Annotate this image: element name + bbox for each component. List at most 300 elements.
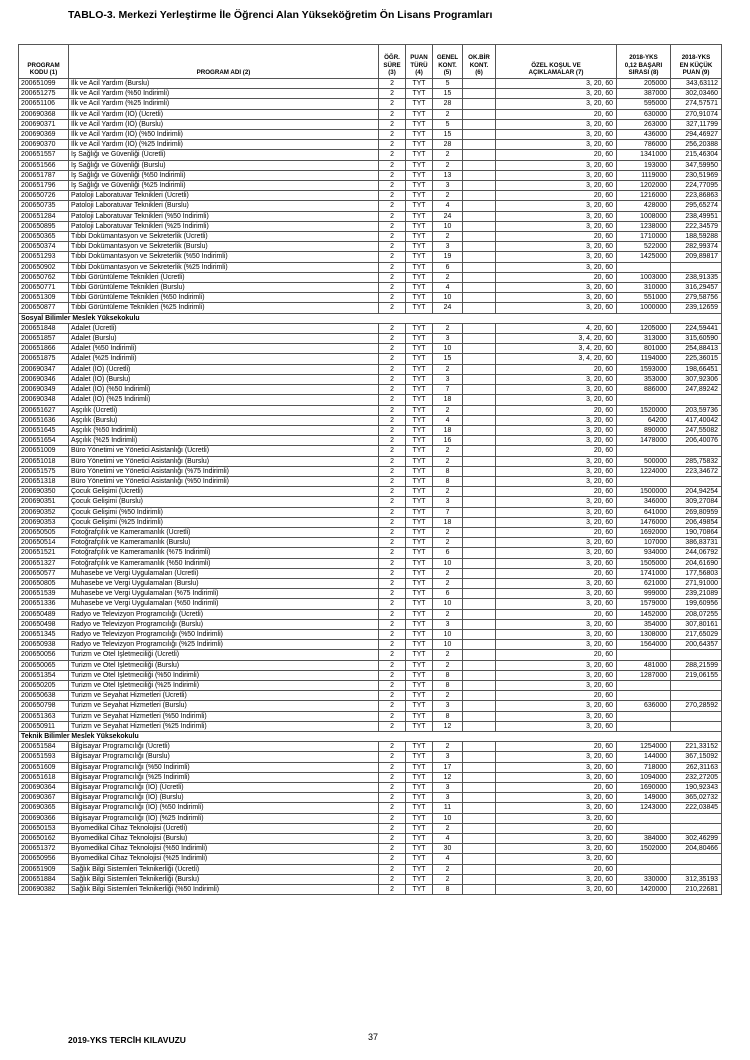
min-score-cell: 190,92343 (671, 783, 722, 793)
top-student-quota-cell (463, 466, 496, 476)
special-conditions-cell: 3, 20, 60 (496, 89, 617, 99)
program-code-cell: 200690369 (19, 130, 69, 140)
special-conditions-cell: 3, 20, 60 (496, 854, 617, 864)
duration-cell: 2 (379, 538, 406, 548)
score-type-cell: TYT (406, 99, 433, 109)
program-name-cell: Sağlık Bilgi Sistemleri Teknikerliği (Ücretli) (69, 864, 379, 874)
general-quota-cell: 7 (433, 385, 463, 395)
general-quota-cell: 10 (433, 813, 463, 823)
min-score-cell: 230,51969 (671, 170, 722, 180)
program-name-cell: Aşçılık (%25 İndirimli) (69, 436, 379, 446)
program-name-cell: Turizm ve Seyahat Hizmetleri (Ücretli) (69, 691, 379, 701)
special-conditions-cell: 3, 20, 60 (496, 425, 617, 435)
programs-table-container (18, 44, 721, 895)
general-quota-cell: 3 (433, 374, 463, 384)
program-name-cell: Sağlık Bilgi Sistemleri Teknikerliği (Burslu) (69, 874, 379, 884)
score-type-cell: TYT (406, 487, 433, 497)
min-score-cell: 247,55082 (671, 425, 722, 435)
min-score-cell: 343,63112 (671, 79, 722, 89)
score-type-cell: TYT (406, 283, 433, 293)
program-code-cell: 200651875 (19, 354, 69, 364)
duration-cell: 2 (379, 79, 406, 89)
table-row (19, 762, 722, 772)
program-name-cell: Tıbbi Görüntüleme Teknikleri (%25 İndirimli) (69, 303, 379, 313)
success-rank-cell (617, 476, 671, 486)
score-type-cell: TYT (406, 436, 433, 446)
duration-cell: 2 (379, 109, 406, 119)
header-label-line: (4) (415, 69, 423, 77)
score-type-cell: TYT (406, 742, 433, 752)
program-code-cell: 200650735 (19, 201, 69, 211)
top-student-quota-cell (463, 293, 496, 303)
duration-cell: 2 (379, 395, 406, 405)
general-quota-cell: 3 (433, 334, 463, 344)
success-rank-cell: 500000 (617, 456, 671, 466)
table-row (19, 721, 722, 731)
program-code-cell: 200650938 (19, 640, 69, 650)
score-type-cell: TYT (406, 466, 433, 476)
top-student-quota-cell (463, 354, 496, 364)
special-conditions-cell: 20, 60 (496, 191, 617, 201)
special-conditions-cell: 3, 20, 60 (496, 548, 617, 558)
top-student-quota-cell (463, 221, 496, 231)
general-quota-cell: 2 (433, 660, 463, 670)
table-row (19, 823, 722, 833)
score-type-cell: TYT (406, 140, 433, 150)
duration-cell: 2 (379, 497, 406, 507)
program-name-cell: Radyo ve Televizyon Programcılığı (%25 İndirimli) (69, 640, 379, 650)
min-score-cell: 247,89242 (671, 385, 722, 395)
top-student-quota-cell (463, 813, 496, 823)
score-type-cell: TYT (406, 323, 433, 333)
program-code-cell: 200650638 (19, 691, 69, 701)
header-top-student-quota (463, 45, 496, 79)
table-row (19, 660, 722, 670)
min-score-cell: 206,40076 (671, 436, 722, 446)
min-score-cell: 238,91335 (671, 272, 722, 282)
program-code-cell: 200651106 (19, 99, 69, 109)
program-name-cell: Çocuk Gelişimi (%50 İndirimli) (69, 507, 379, 517)
special-conditions-cell: 3, 20, 60 (496, 99, 617, 109)
duration-cell: 2 (379, 548, 406, 558)
top-student-quota-cell (463, 252, 496, 262)
general-quota-cell: 2 (433, 109, 463, 119)
duration-cell: 2 (379, 364, 406, 374)
success-rank-cell: 1243000 (617, 803, 671, 813)
general-quota-cell: 28 (433, 99, 463, 109)
score-type-cell: TYT (406, 609, 433, 619)
score-type-cell: TYT (406, 303, 433, 313)
special-conditions-cell: 20, 60 (496, 864, 617, 874)
special-conditions-cell: 3, 20, 60 (496, 721, 617, 731)
table-row (19, 303, 722, 313)
program-name-cell: Bilgisayar Programcılığı (İÖ) (%50 İndirimli) (69, 803, 379, 813)
success-rank-cell: 64200 (617, 415, 671, 425)
program-code-cell: 200651345 (19, 629, 69, 639)
program-name-cell: Adalet (İÖ) (%50 İndirimli) (69, 385, 379, 395)
special-conditions-cell: 3, 20, 60 (496, 885, 617, 895)
program-name-cell: Büro Yönetimi ve Yönetici Asistanlığı (%75 İndirimli) (69, 466, 379, 476)
table-row (19, 79, 722, 89)
table-row (19, 670, 722, 680)
general-quota-cell: 2 (433, 487, 463, 497)
duration-cell: 2 (379, 629, 406, 639)
success-rank-cell: 1224000 (617, 466, 671, 476)
score-type-cell: TYT (406, 629, 433, 639)
top-student-quota-cell (463, 640, 496, 650)
program-code-cell: 200650762 (19, 272, 69, 282)
table-row (19, 538, 722, 548)
top-student-quota-cell (463, 629, 496, 639)
special-conditions-cell: 20, 60 (496, 364, 617, 374)
table-row (19, 170, 722, 180)
duration-cell: 2 (379, 711, 406, 721)
duration-cell: 2 (379, 813, 406, 823)
success-rank-cell: 999000 (617, 589, 671, 599)
program-code-cell: 200650514 (19, 538, 69, 548)
success-rank-cell: 1008000 (617, 211, 671, 221)
program-name-cell: İş Sağlığı ve Güvenliği (Burslu) (69, 160, 379, 170)
min-score-cell (671, 854, 722, 864)
table-row (19, 181, 722, 191)
score-type-cell: TYT (406, 599, 433, 609)
success-rank-cell (617, 262, 671, 272)
top-student-quota-cell (463, 527, 496, 537)
program-code-cell: 200690371 (19, 119, 69, 129)
general-quota-cell: 2 (433, 446, 463, 456)
score-type-cell: TYT (406, 109, 433, 119)
min-score-cell (671, 650, 722, 660)
duration-cell: 2 (379, 793, 406, 803)
top-student-quota-cell (463, 395, 496, 405)
special-conditions-cell: 3, 20, 60 (496, 211, 617, 221)
min-score-cell (671, 711, 722, 721)
table-row (19, 517, 722, 527)
min-score-cell: 417,40042 (671, 415, 722, 425)
duration-cell: 2 (379, 874, 406, 884)
score-type-cell: TYT (406, 354, 433, 364)
general-quota-cell: 2 (433, 874, 463, 884)
program-name-cell: Bilgisayar Programcılığı (İÖ) (%25 İndirimli) (69, 813, 379, 823)
program-code-cell: 200651636 (19, 415, 69, 425)
table-row (19, 446, 722, 456)
success-rank-cell: 1216000 (617, 191, 671, 201)
success-rank-cell: 310000 (617, 283, 671, 293)
general-quota-cell: 11 (433, 803, 463, 813)
special-conditions-cell: 3, 20, 60 (496, 415, 617, 425)
top-student-quota-cell (463, 558, 496, 568)
program-name-cell: Patoloji Laboratuvar Teknikleri (Burslu) (69, 201, 379, 211)
top-student-quota-cell (463, 609, 496, 619)
score-type-cell: TYT (406, 334, 433, 344)
special-conditions-cell: 3, 20, 60 (496, 456, 617, 466)
top-student-quota-cell (463, 344, 496, 354)
program-name-cell: Adalet (İÖ) (%25 İndirimli) (69, 395, 379, 405)
min-score-cell: 386,83731 (671, 538, 722, 548)
program-code-cell: 200651618 (19, 772, 69, 782)
general-quota-cell: 2 (433, 272, 463, 282)
success-rank-cell: 428000 (617, 201, 671, 211)
general-quota-cell: 4 (433, 834, 463, 844)
success-rank-cell: 353000 (617, 374, 671, 384)
min-score-cell: 204,94254 (671, 487, 722, 497)
special-conditions-cell: 20, 60 (496, 150, 617, 160)
score-type-cell: TYT (406, 405, 433, 415)
header-label-line: AÇIKLAMALAR (7) (528, 69, 584, 77)
general-quota-cell: 10 (433, 293, 463, 303)
general-quota-cell: 2 (433, 609, 463, 619)
table-row (19, 395, 722, 405)
score-type-cell: TYT (406, 711, 433, 721)
score-type-cell: TYT (406, 344, 433, 354)
min-score-cell: 309,27084 (671, 497, 722, 507)
top-student-quota-cell (463, 323, 496, 333)
duration-cell: 2 (379, 89, 406, 99)
program-name-cell: Tıbbi Dokümantasyon ve Sekreterlik (%25 İndirimli) (69, 262, 379, 272)
success-rank-cell: 630000 (617, 109, 671, 119)
score-type-cell: TYT (406, 160, 433, 170)
program-code-cell: 200651654 (19, 436, 69, 446)
general-quota-cell: 19 (433, 252, 463, 262)
min-score-cell: 204,80466 (671, 844, 722, 854)
min-score-cell: 274,57571 (671, 99, 722, 109)
table-row (19, 211, 722, 221)
program-code-cell: 200650162 (19, 834, 69, 844)
general-quota-cell: 2 (433, 864, 463, 874)
special-conditions-cell: 3, 20, 60 (496, 772, 617, 782)
general-quota-cell: 18 (433, 395, 463, 405)
top-student-quota-cell (463, 793, 496, 803)
success-rank-cell: 1425000 (617, 252, 671, 262)
top-student-quota-cell (463, 497, 496, 507)
program-name-cell: Biyomedikal Cihaz Teknolojisi (Burslu) (69, 834, 379, 844)
success-rank-cell: 886000 (617, 385, 671, 395)
top-student-quota-cell (463, 89, 496, 99)
table-row (19, 221, 722, 231)
program-code-cell: 200690352 (19, 507, 69, 517)
faculty-section-title: Sosyal Bilimler Meslek Yüksekokulu (19, 313, 722, 323)
duration-cell: 2 (379, 191, 406, 201)
top-student-quota-cell (463, 742, 496, 752)
special-conditions-cell: 3, 4, 20, 60 (496, 334, 617, 344)
duration-cell: 2 (379, 660, 406, 670)
score-type-cell: TYT (406, 783, 433, 793)
program-name-cell: Patoloji Laboratuvar Teknikleri (%25 İndirimli) (69, 221, 379, 231)
success-rank-cell (617, 711, 671, 721)
general-quota-cell: 3 (433, 752, 463, 762)
program-name-cell: Büro Yönetimi ve Yönetici Asistanlığı (Burslu) (69, 456, 379, 466)
program-code-cell: 200651857 (19, 334, 69, 344)
general-quota-cell: 3 (433, 783, 463, 793)
top-student-quota-cell (463, 538, 496, 548)
duration-cell: 2 (379, 650, 406, 660)
min-score-cell: 190,70864 (671, 527, 722, 537)
top-student-quota-cell (463, 334, 496, 344)
top-student-quota-cell (463, 721, 496, 731)
program-code-cell: 200650489 (19, 609, 69, 619)
page-title: TABLO-3. Merkezi Yerleştirme İle Öğrenci Alan Yükseköğretim Ön Lisans Programları (68, 9, 493, 21)
duration-cell: 2 (379, 885, 406, 895)
general-quota-cell: 2 (433, 323, 463, 333)
duration-cell: 2 (379, 374, 406, 384)
success-rank-cell: 786000 (617, 140, 671, 150)
special-conditions-cell: 3, 20, 60 (496, 395, 617, 405)
program-code-cell: 200651372 (19, 844, 69, 854)
table-row (19, 99, 722, 109)
success-rank-cell: 1741000 (617, 568, 671, 578)
program-name-cell: İlk ve Acil Yardım (İÖ) (Burslu) (69, 119, 379, 129)
top-student-quota-cell (463, 425, 496, 435)
special-conditions-cell: 3, 20, 60 (496, 558, 617, 568)
min-score-cell (671, 476, 722, 486)
success-rank-cell (617, 680, 671, 690)
duration-cell: 2 (379, 303, 406, 313)
program-name-cell: Sağlık Bilgi Sistemleri Teknikerliği (%50 İndirimli) (69, 885, 379, 895)
program-name-cell: Tıbbi Görüntüleme Teknikleri (Ücretli) (69, 272, 379, 282)
top-student-quota-cell (463, 762, 496, 772)
program-name-cell: Radyo ve Televizyon Programcılığı (Burslu) (69, 619, 379, 629)
special-conditions-cell: 3, 20, 60 (496, 170, 617, 180)
score-type-cell: TYT (406, 813, 433, 823)
table-row (19, 242, 722, 252)
program-code-cell: 200650056 (19, 650, 69, 660)
score-type-cell: TYT (406, 293, 433, 303)
score-type-cell: TYT (406, 527, 433, 537)
header-label-line: (6) (475, 69, 483, 77)
score-type-cell: TYT (406, 242, 433, 252)
top-student-quota-cell (463, 446, 496, 456)
table-row (19, 578, 722, 588)
program-name-cell: Bilgisayar Programcılığı (İÖ) (Burslu) (69, 793, 379, 803)
min-score-cell (671, 446, 722, 456)
program-name-cell: Bilgisayar Programcılığı (İÖ) (Ücretli) (69, 783, 379, 793)
success-rank-cell: 1003000 (617, 272, 671, 282)
special-conditions-cell: 3, 20, 60 (496, 385, 617, 395)
min-score-cell: 312,35193 (671, 874, 722, 884)
program-name-cell: Tıbbi Görüntüleme Teknikleri (%50 İndirimli) (69, 293, 379, 303)
score-type-cell: TYT (406, 507, 433, 517)
min-score-cell: 199,60956 (671, 599, 722, 609)
program-code-cell: 200651566 (19, 160, 69, 170)
program-code-cell: 200650365 (19, 232, 69, 242)
table-body (19, 79, 722, 895)
success-rank-cell: 1476000 (617, 517, 671, 527)
duration-cell: 2 (379, 262, 406, 272)
general-quota-cell: 2 (433, 160, 463, 170)
header-program-code (19, 45, 69, 79)
min-score-cell: 188,59288 (671, 232, 722, 242)
min-score-cell: 209,89817 (671, 252, 722, 262)
program-name-cell: Bilgisayar Programcılığı (%50 İndirimli) (69, 762, 379, 772)
min-score-cell (671, 823, 722, 833)
success-rank-cell: 481000 (617, 660, 671, 670)
min-score-cell: 177,56803 (671, 568, 722, 578)
score-type-cell: TYT (406, 232, 433, 242)
top-student-quota-cell (463, 844, 496, 854)
duration-cell: 2 (379, 160, 406, 170)
program-name-cell: Biyomedikal Cihaz Teknolojisi (%25 İndirimli) (69, 854, 379, 864)
special-conditions-cell: 20, 60 (496, 446, 617, 456)
general-quota-cell: 4 (433, 201, 463, 211)
special-conditions-cell: 3, 20, 60 (496, 844, 617, 854)
special-conditions-cell: 20, 60 (496, 487, 617, 497)
program-code-cell: 200650205 (19, 680, 69, 690)
score-type-cell: TYT (406, 558, 433, 568)
success-rank-cell: 718000 (617, 762, 671, 772)
table-row (19, 425, 722, 435)
min-score-cell: 206,49854 (671, 517, 722, 527)
duration-cell: 2 (379, 476, 406, 486)
success-rank-cell: 641000 (617, 507, 671, 517)
general-quota-cell: 8 (433, 466, 463, 476)
min-score-cell: 219,06155 (671, 670, 722, 680)
table-row (19, 364, 722, 374)
min-score-cell: 204,61690 (671, 558, 722, 568)
duration-cell: 2 (379, 130, 406, 140)
duration-cell: 2 (379, 293, 406, 303)
duration-cell: 2 (379, 507, 406, 517)
header-label-line: KONT. (438, 61, 457, 69)
special-conditions-cell: 3, 20, 60 (496, 874, 617, 884)
min-score-cell: 282,99374 (671, 242, 722, 252)
program-name-cell: Büro Yönetimi ve Yönetici Asistanlığı (Ücretli) (69, 446, 379, 456)
program-name-cell: Adalet (İÖ) (Burslu) (69, 374, 379, 384)
score-type-cell: TYT (406, 803, 433, 813)
general-quota-cell: 17 (433, 762, 463, 772)
table-row (19, 691, 722, 701)
table-row (19, 599, 722, 609)
special-conditions-cell: 3, 20, 60 (496, 181, 617, 191)
special-conditions-cell: 3, 20, 60 (496, 701, 617, 711)
special-conditions-cell: 3, 20, 60 (496, 497, 617, 507)
top-student-quota-cell (463, 130, 496, 140)
success-rank-cell (617, 813, 671, 823)
header-label-line: ÖZEL KOŞUL VE (531, 61, 581, 69)
min-score-cell: 367,15092 (671, 752, 722, 762)
special-conditions-cell: 3, 20, 60 (496, 252, 617, 262)
program-name-cell: İlk ve Acil Yardım (%50 İndirimli) (69, 89, 379, 99)
success-rank-cell: 144000 (617, 752, 671, 762)
score-type-cell: TYT (406, 823, 433, 833)
min-score-cell: 232,27205 (671, 772, 722, 782)
general-quota-cell: 2 (433, 456, 463, 466)
min-score-cell (671, 395, 722, 405)
top-student-quota-cell (463, 160, 496, 170)
score-type-cell: TYT (406, 221, 433, 231)
success-rank-cell: 1094000 (617, 772, 671, 782)
program-name-cell: İş Sağlığı ve Güvenliği (%50 İndirimli) (69, 170, 379, 180)
program-code-cell: 200650374 (19, 242, 69, 252)
special-conditions-cell: 3, 20, 60 (496, 466, 617, 476)
program-name-cell: Radyo ve Televizyon Programcılığı (Ücretli) (69, 609, 379, 619)
score-type-cell: TYT (406, 476, 433, 486)
success-rank-cell: 1202000 (617, 181, 671, 191)
table-row (19, 854, 722, 864)
table-row (19, 701, 722, 711)
program-code-cell: 200650902 (19, 262, 69, 272)
min-score-cell: 244,06792 (671, 548, 722, 558)
success-rank-cell: 621000 (617, 578, 671, 588)
table-row (19, 466, 722, 476)
program-code-cell: 200690364 (19, 783, 69, 793)
program-name-cell: Biyomedikal Cihaz Teknolojisi (%50 İndirimli) (69, 844, 379, 854)
program-name-cell: Patoloji Laboratuvar Teknikleri (%50 İndirimli) (69, 211, 379, 221)
min-score-cell: 223,86863 (671, 191, 722, 201)
duration-cell: 2 (379, 609, 406, 619)
top-student-quota-cell (463, 711, 496, 721)
program-name-cell: Aşçılık (%50 İndirimli) (69, 425, 379, 435)
duration-cell: 2 (379, 721, 406, 731)
